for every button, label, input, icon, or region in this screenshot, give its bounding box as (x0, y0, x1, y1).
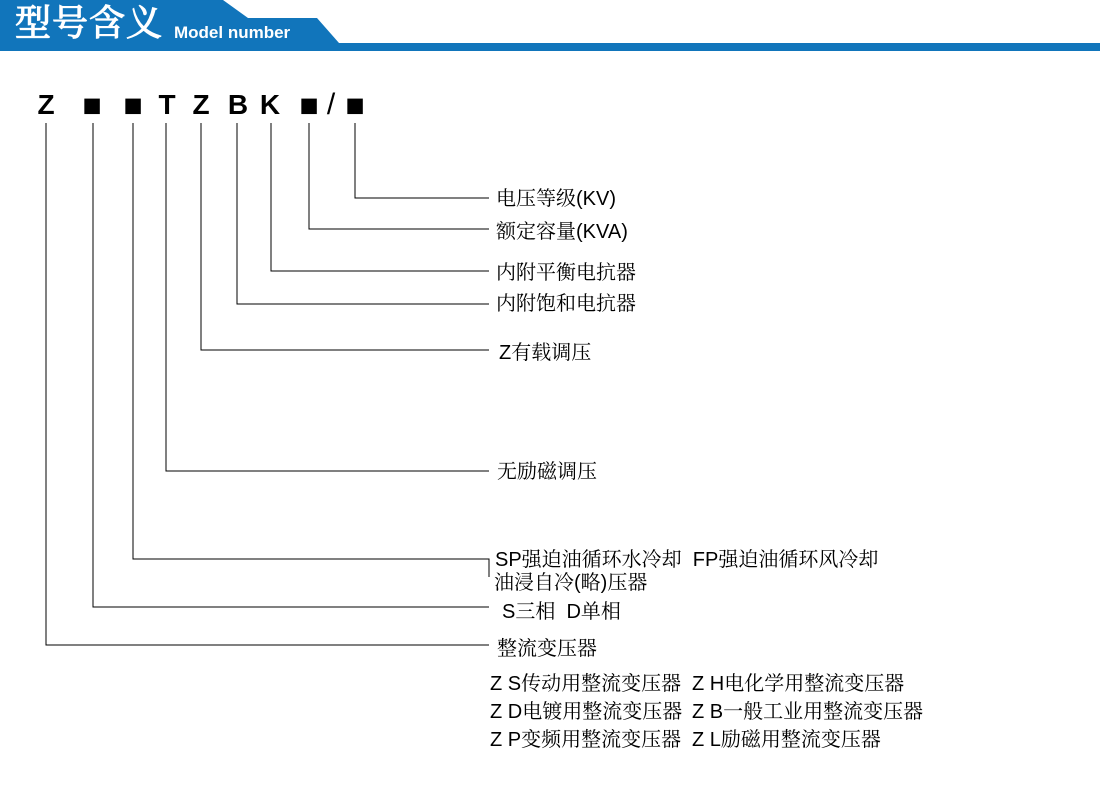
cooling-method-label: SP强迫油循环水冷却 FP强迫油循环风冷却 (495, 549, 879, 571)
page-title: 型号含义 (15, 2, 164, 43)
type-example: Z P变频用整流变压器 (490, 729, 682, 751)
code-square-2: ■ (123, 87, 143, 123)
line-on-load-regulation (201, 123, 489, 350)
line-voltage-level (355, 123, 489, 198)
off-circuit-regulation-label: 无励磁调压 (497, 461, 597, 483)
type-example: Z L励磁用整流变压器 (692, 729, 881, 751)
rated-capacity-label: 额定容量(KVA) (496, 221, 628, 243)
voltage-level-label: 电压等级(KV) (496, 188, 616, 210)
oil-self-cooling-label: 油浸自冷(略)压器 (494, 572, 648, 594)
code-square-3: ■ (299, 87, 319, 123)
type-example: Z H电化学用整流变压器 (692, 673, 905, 695)
phase-label: S三相 D单相 (502, 601, 621, 623)
balance-reactor-label: 内附平衡电抗器 (496, 262, 636, 284)
line-phase (93, 123, 489, 607)
code-square-4: ■ (345, 87, 365, 123)
rectifier-transformer-label: 整流变压器 (497, 638, 597, 660)
code-slash: / (326, 88, 336, 121)
type-example: Z S传动用整流变压器 (490, 673, 682, 695)
type-example: Z D电镀用整流变压器 (490, 701, 683, 723)
banner-ribbon-shape (0, 0, 1100, 52)
line-saturable-reactor (237, 123, 489, 304)
on-load-regulation-label: Z有载调压 (499, 342, 592, 364)
code-char-z1: Z (37, 89, 55, 120)
code-char-t: T (158, 89, 176, 120)
line-rated-capacity (309, 123, 489, 229)
page-subtitle: Model number (174, 23, 291, 42)
line-balance-reactor (271, 123, 489, 271)
line-rectifier (46, 123, 489, 645)
code-char-k: K (259, 89, 281, 120)
code-char-z2: Z (192, 89, 210, 120)
code-char-b: B (227, 89, 249, 120)
line-off-circuit-regulation (166, 123, 489, 471)
saturable-reactor-label: 内附饱和电抗器 (496, 293, 636, 315)
type-example: Z B一般工业用整流变压器 (692, 701, 924, 723)
line-cooling (133, 123, 489, 577)
code-square-1: ■ (82, 87, 102, 123)
section-header (0, 0, 1100, 52)
